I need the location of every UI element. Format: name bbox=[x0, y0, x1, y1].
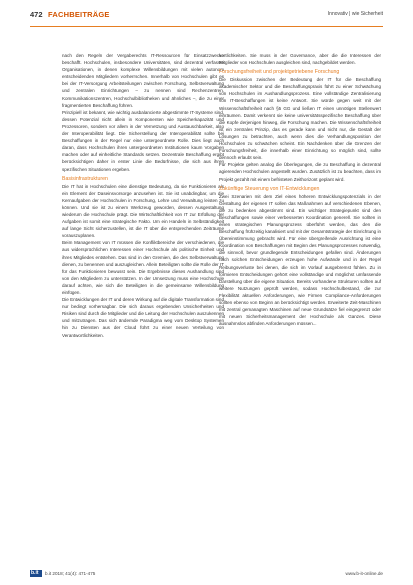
left-column bbox=[62, 52, 224, 339]
section-title: FACHBEITRÄGE bbox=[48, 10, 110, 19]
paragraph: Für Projekte gelten analog die Überlegungen, die zu Beschaffung in dezentral agierenden Hochschulen angestellt wurden. Zusätzlich ist zu beachten, dass im Projekt gezahlt mit einem befristeten Zeithorizont geplant wird. bbox=[219, 162, 381, 182]
page-number: 472 bbox=[30, 10, 43, 19]
section-heading: Basisinfrastrukturen bbox=[62, 175, 108, 182]
paragraph: vortlichkeiten. Sie muss in der Governance, aber die die Interessen der Mitglieder von Hochschulen ausgleichen sind, nachgebildet werden. bbox=[219, 53, 381, 66]
paragraph: Beim Management von IT müssen die Konfliktbereiche der verschiedenen, die aus widersprüchlichen Interessen einer Hochschule als politische Einheit und ihres Mitgliedes entstehen. Das sind in den Gremien, die des Selbstverwaltung dienen, zu benennen und auszugleichen. Allein Beteiligten sollte die Rolle der IT für das Funktionieren bewusst sein. Die Ergebnisse dieses Aushandlung sind von den Mitgliedern zu unterstützen. In der Umsetzung muss eine Hochschule darauf achten, wie sich die Beteiligten in die gemeinsame Willensbildung einfügen. bbox=[62, 240, 224, 295]
paragraph: Prinzipiell ist bekannt, wie wichtig ausbalancierte abgestimmte IT-Systeme sind, dessen Potenzial nicht allein in Komponenten wie Speicherkapazität und Prozessoren, sondern vor allem in der Vernetzung und Austauschbarkeit, also der Interoperabilität liegt. Die Sicherstellung der Interoperabilität sollte bei Beschaffungen in der Regel nur eine untergeordnete Rolle. Dies liegt auch daran, dass Hochschulen ihren untergeordneten Institutionen kaum Vorgaben machen oder auf einheitliche Standards setzen. Dezentrale Beschaffung ergibt berücksichtigen daher in erster Linie die Bedürfnisse, die sich aus ihren spezifischen Situationen ergeben. bbox=[62, 109, 224, 172]
page-header bbox=[30, 10, 383, 22]
paragraph: Die IT hat in Hochschulen eine dienstige Bedeutung, da sie Funktionieren als ein Element der Daseinsvorsorge anzusehen ist. Sie ist unabdingbar, um die Kernaufgaben der Hochschulen in Forschung, Lehre und Verwaltung leisten zu können. Und sie ist zu einem Werkzeug geworden, dessen Ausgestaltung wiederum die Hochschule prägt. Die Wirtschaftlichkeit von IT zur Erfüllung der Aufgaben ist somit eine strategische Fakto. Um ein Handeln in Selbständigkeit auf lange Sicht sicherzustellen, ist die IT über die entsprechenden Zeiträume vorauszuplanen. bbox=[62, 183, 224, 239]
right-column bbox=[219, 52, 381, 327]
publisher-url: www.b-it-online.de bbox=[345, 571, 383, 576]
section-heading: Forschungsfreiheit und projektgetriebene Forschung bbox=[219, 69, 340, 76]
header-rule bbox=[30, 26, 383, 27]
journal-logo bbox=[30, 570, 42, 577]
paragraph: Die Entwicklungen der IT und deren Wirkung auf die digitale Transformation sind nur bedingt vorhersagbar. Die sich daraus ergebenden Unsicherheiten und Risiken sind durch die Mitglieder und die Leitung der Hochschulen auszukennen und mitzutragen. Das sich ändernde Paradigma weg vom Desktop Systemen hin zu Diensten aus der Cloud führt zu einer neuen Verteilung von Verantwortlichkeiten. bbox=[62, 297, 224, 338]
issue-citation: b.it 2018; 41(4): 471-475 bbox=[45, 571, 96, 576]
paragraph: nach den Regeln der Vergaberechts IT-Ressourcen für Einsatzzwecke beschafft. Hochschulen, insbesondere Universitäten, sind dezentral verfasste Organisationen, in denen komplexe Willensbildungen mit vielen autonom entscheidenden Mitgliedern vorherrschen. Innerhalb von Hochschulen gibt es bei der IT-Versorgung Arbeitsteilungen zwischen Forschung, Selbstverwaltung und zentralen Einrichtungen – zu nennen sind Rechenzentren, Kommunikationszentren, Hochschulbibliotheken und ähnliches –, die zu einer fragmentierten Beschaffung führen. bbox=[62, 53, 224, 108]
section-heading: Zukünftige Steuerung von IT-Entwicklungen bbox=[219, 185, 320, 192]
paragraph: Die Diskussion zwischen der Bedeutung der IT für die Beschaffung akademischer Sektor und die Beschaffungspraxis führt zu einer Schwächung von Hochschulen im Aushandlungsprozess. Eine vollständige Zentralisierung von IT-Beschaffungen ist keine Antwort. Sie würde gegen weit mit der Wissenschaftsfreiheit nach §5 GG und ließen IT einen unnötigen Stellenwert einräumen. Damit verkennt sie keine universitätsspezifische Beschaffung über die Kopfe derjenigen hinweg, die Forschung machen. Die Wissenschaftsfreiheit ist ein zentrales Prinzip, das es gerade kann und nicht nur, die Gestalt der Lösungen zu betrachten, auch wenn dies die Verhandlungsposition der Hochschulen zu schwächen scheint. Ein Nachdenken über die Grenzen der Forschungsfreiheit, die innerhalb einer Einrichtung so möglich sind, sollte dennoch erlaubt sein. bbox=[219, 77, 381, 161]
paragraph: Zwei Szenarien mit dem Ziel eines höheren Entwicklungspotenzials in der Gestaltung der eigenen IT sollen das Maßnahmen auf verschiedenen Ebenen, die zu bedenken abgestimmt sind. Ein wichtiger Strategiepunkt sind den Beschaffungen sowie einer verbesserten Koordination generell. Sie sollten in einen strategischen Planungsprozess überführt werden, das den die Beschaffung frühzeitig kanalisiert und mit der Gesamtstrategie der Einrichtung in Übereinstimmung gebracht wird. Für eine übergreifende Ausrichtung ist eine Koordination von Beschaffungen mit Beginn des Planungsprozesses notwendig, die sinnvoll, bevor grundlegende Entscheidungen gefallen sind. Änderungen nach solchen Entscheidungen erzeugen hohe Aufwände und in der Regel Reibungsverluste bei denen, die sich im Vorlauf ausgebremst fühlen. Zu in formieren Entscheidungen gehört eine vollständige und möglichst umfassende Darstellung über die eigene Situation. Bereits vorhandene Strukturen sollten auf weitere Nutzungen geprüft werden, sodass Hochschulbestand, die zur Flexibilität aktuellen Anforderungen, wie Firmen Compliance-Anforderungen sollten ebenso von Beginn an berücksichtigt werden. Erweiterte Zeit-Maschinen mit zentral gemanagten Maschinen auf neue Grundsätze fiel eingegrenzt oder mit neuen Sicherheitsmanagement der Hochschule als Ganzes. Diese ausnahmslos abfinden Anforderungen müssen... bbox=[219, 193, 381, 327]
running-title: Innovativ | wie Sicherheit bbox=[327, 11, 383, 17]
journal-logo-text: b.it bbox=[31, 570, 39, 576]
